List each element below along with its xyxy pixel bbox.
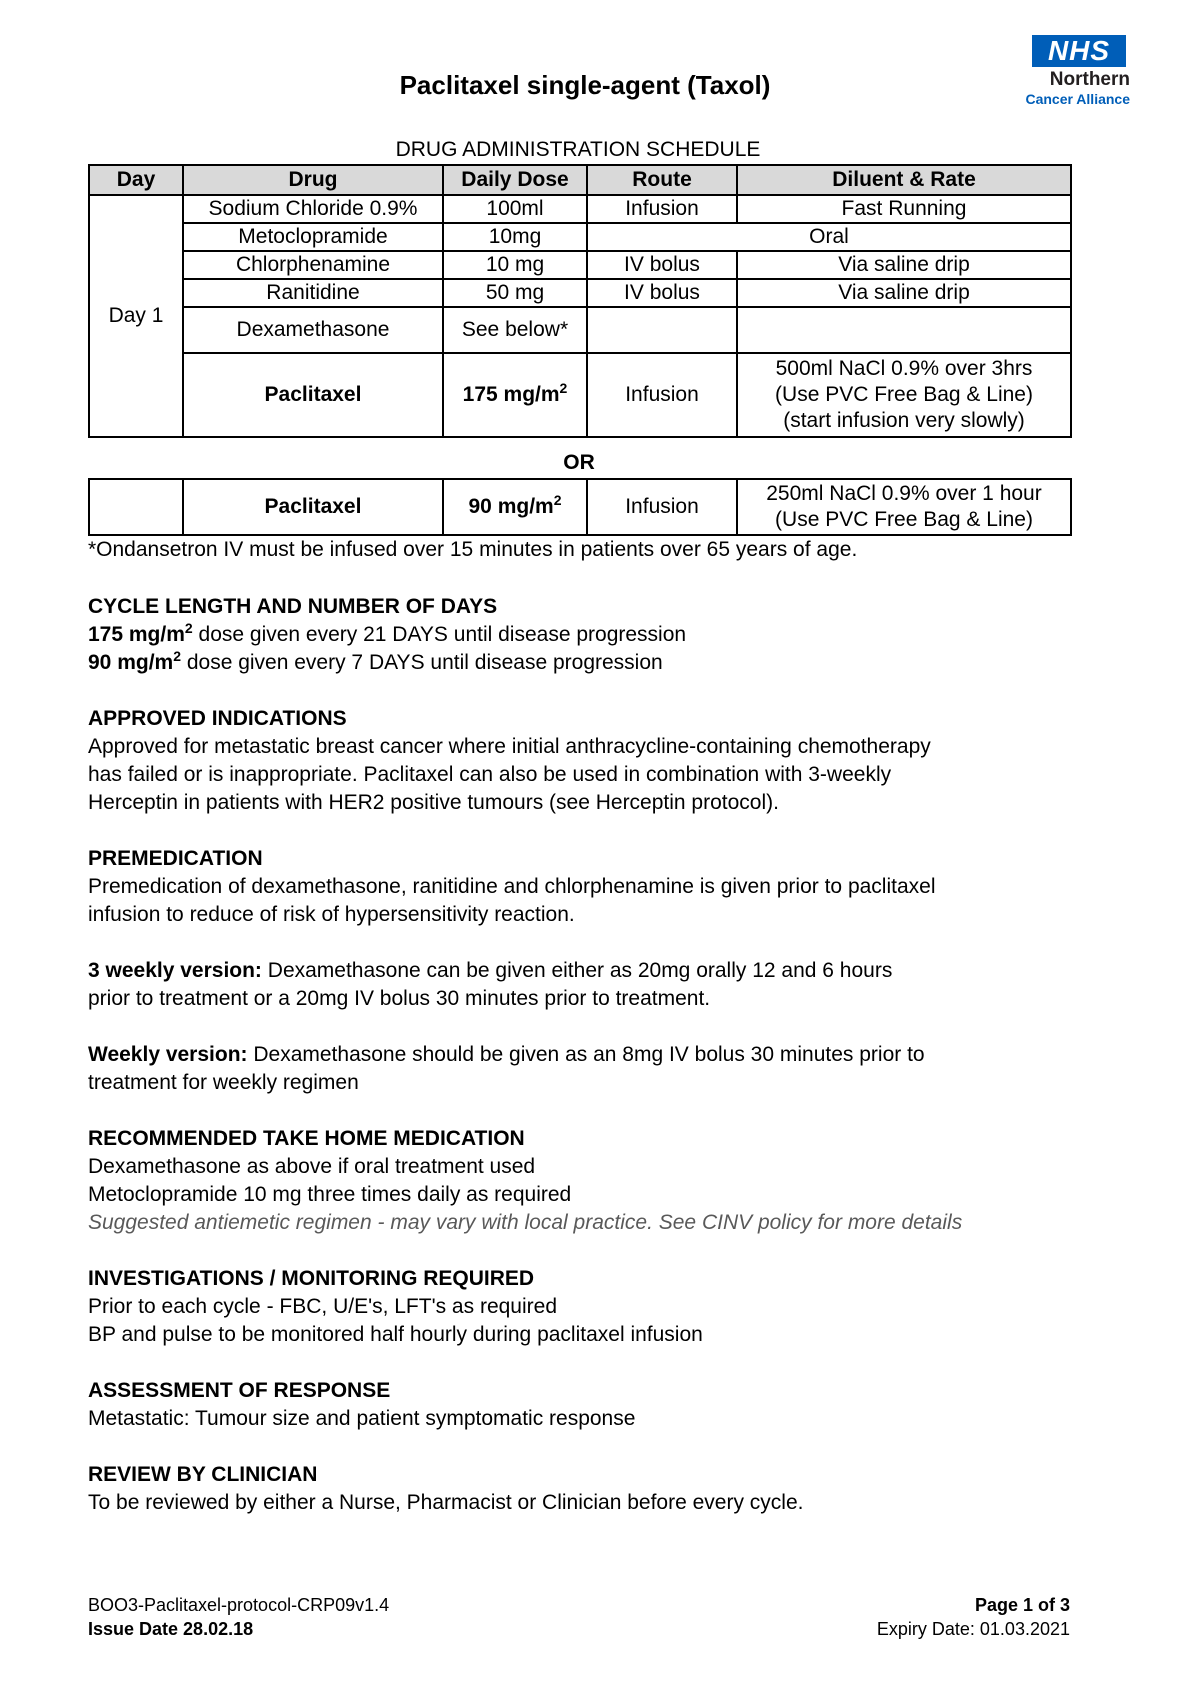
footer-row bbox=[88, 1617, 1070, 1641]
three-weekly-label: 3 weekly version: bbox=[88, 959, 262, 982]
dose-cell bbox=[443, 479, 587, 535]
text-line: treatment for weekly regimen bbox=[88, 1071, 359, 1094]
antiemetic-note: Suggested antiemetic regimen - may vary with local practice. See CINV policy for more details bbox=[88, 1211, 963, 1234]
section-heading: REVIEW BY CLINICIAN bbox=[88, 1463, 318, 1486]
drug-cell: Ranitidine bbox=[183, 279, 443, 307]
page-number: Page 1 of 3 bbox=[974, 1595, 1070, 1615]
drug-cell: Dexamethasone bbox=[183, 307, 443, 353]
text-line: Prior to each cycle - FBC, U/E's, LFT's as required bbox=[88, 1295, 557, 1318]
section-heading: APPROVED INDICATIONS bbox=[88, 707, 347, 730]
logo-line-cancer-alliance: Cancer Alliance bbox=[1025, 91, 1130, 107]
rate-line: (start infusion very slowly) bbox=[783, 409, 1025, 432]
issue-date: Issue Date 28.02.18 bbox=[88, 1619, 254, 1639]
drug-cell: Paclitaxel bbox=[183, 353, 443, 437]
dose-value: 175 mg/m bbox=[462, 383, 560, 406]
ondansetron-footnote: *Ondansetron IV must be infused over 15 minutes in patients over 65 years of age. bbox=[88, 538, 858, 561]
page-footer bbox=[88, 1593, 1070, 1641]
table-row bbox=[89, 479, 1071, 535]
section-heading: CYCLE LENGTH AND NUMBER OF DAYS bbox=[88, 595, 498, 618]
three-weekly-paragraph bbox=[88, 957, 1098, 1013]
rate-cell bbox=[737, 353, 1071, 437]
schedule-title: DRUG ADMINISTRATION SCHEDULE bbox=[395, 138, 761, 161]
section-approved-indications bbox=[88, 705, 1098, 817]
header-daily-dose: Daily Dose bbox=[443, 165, 587, 195]
dose-cell: 10 mg bbox=[443, 251, 587, 279]
cycle-line bbox=[88, 621, 1098, 649]
document-reference: BOO3-Paclitaxel-protocol-CRP09v1.4 bbox=[88, 1595, 390, 1615]
section-heading: INVESTIGATIONS / MONITORING REQUIRED bbox=[88, 1267, 535, 1290]
table-row bbox=[89, 307, 1071, 353]
table-row bbox=[89, 353, 1071, 437]
rate-line: 250ml NaCl 0.9% over 1 hour bbox=[766, 482, 1042, 505]
premedication-paragraph bbox=[88, 873, 1098, 929]
cycle-text: dose given every 21 DAYS until disease progression bbox=[192, 623, 687, 646]
expiry-date: Expiry Date: 01.03.2021 bbox=[876, 1619, 1070, 1639]
table-row bbox=[89, 223, 1071, 251]
route-cell: Infusion bbox=[587, 195, 737, 223]
section-premedication bbox=[88, 845, 1098, 1097]
drug-cell: Sodium Chloride 0.9% bbox=[183, 195, 443, 223]
section-review bbox=[88, 1461, 1098, 1517]
or-label: OR bbox=[563, 451, 595, 474]
cycle-line bbox=[88, 649, 1098, 677]
route-cell: IV bolus bbox=[587, 251, 737, 279]
rate-cell bbox=[737, 307, 1071, 353]
text-line bbox=[88, 1041, 1098, 1069]
rate-cell: Fast Running bbox=[737, 195, 1071, 223]
weekly-paragraph bbox=[88, 1041, 1098, 1097]
text-line: To be reviewed by either a Nurse, Pharmacist or Clinician before every cycle. bbox=[88, 1491, 804, 1514]
page-title: Paclitaxel single-agent (Taxol) bbox=[399, 70, 771, 100]
rate-cell: Via saline drip bbox=[737, 279, 1071, 307]
text-line: Dexamethasone as above if oral treatment used bbox=[88, 1155, 536, 1178]
header-diluent-rate: Diluent & Rate bbox=[737, 165, 1071, 195]
header-day: Day bbox=[89, 165, 183, 195]
text-line: Metoclopramide 10 mg three times daily as required bbox=[88, 1183, 572, 1206]
rate-line: (Use PVC Free Bag & Line) bbox=[775, 508, 1033, 531]
rate-cell: Via saline drip bbox=[737, 251, 1071, 279]
text-line: prior to treatment or a 20mg IV bolus 30 minutes prior to treatment. bbox=[88, 987, 711, 1010]
route-rate-cell: Oral bbox=[587, 223, 1071, 251]
header-route: Route bbox=[587, 165, 737, 195]
cycle-text: dose given every 7 DAYS until disease progression bbox=[181, 651, 663, 674]
text-line bbox=[88, 957, 1098, 985]
cycle-dose-superscript: 2 bbox=[184, 620, 193, 636]
section-cycle-length bbox=[88, 593, 1098, 677]
logo-line-northern: Northern bbox=[1049, 69, 1130, 90]
route-cell bbox=[587, 307, 737, 353]
schedule-table bbox=[88, 164, 1072, 438]
text-line: Approved for metastatic breast cancer where initial anthracycline-containing chemotherapy bbox=[88, 735, 931, 758]
drug-cell: Chlorphenamine bbox=[183, 251, 443, 279]
text-line: has failed or is inappropriate. Paclitaxel can also be used in combination with 3-weekly bbox=[88, 763, 892, 786]
dose-cell: 50 mg bbox=[443, 279, 587, 307]
dose-cell bbox=[443, 353, 587, 437]
text-line: Premedication of dexamethasone, ranitidine and chlorphenamine is given prior to paclitaxel bbox=[88, 875, 936, 898]
table-row bbox=[89, 195, 1071, 223]
day-cell: Day 1 bbox=[89, 195, 183, 437]
section-assessment bbox=[88, 1377, 1098, 1433]
cycle-dose: 90 mg/m bbox=[88, 651, 174, 674]
weekly-text: Dexamethasone should be given as an 8mg IV bolus 30 minutes prior to bbox=[247, 1043, 925, 1066]
dose-cell: 10mg bbox=[443, 223, 587, 251]
route-cell: Infusion bbox=[587, 479, 737, 535]
header-drug: Drug bbox=[183, 165, 443, 195]
dose-superscript: 2 bbox=[553, 492, 562, 508]
dose-cell: See below* bbox=[443, 307, 587, 353]
section-heading: RECOMMENDED TAKE HOME MEDICATION bbox=[88, 1127, 525, 1150]
rate-line: 500ml NaCl 0.9% over 3hrs bbox=[775, 357, 1033, 380]
section-investigations bbox=[88, 1265, 1098, 1349]
table-row bbox=[89, 279, 1071, 307]
nhs-logo bbox=[1000, 35, 1130, 107]
section-heading: PREMEDICATION bbox=[88, 847, 263, 870]
route-cell: Infusion bbox=[587, 353, 737, 437]
three-weekly-text: Dexamethasone can be given either as 20mg orally 12 and 6 hours bbox=[261, 959, 893, 982]
schedule-header-row bbox=[89, 165, 1071, 195]
footer-row bbox=[88, 1593, 1070, 1617]
dose-superscript: 2 bbox=[559, 380, 568, 396]
table-row bbox=[89, 251, 1071, 279]
text-line: infusion to reduce of risk of hypersensitivity reaction. bbox=[88, 903, 575, 926]
text-line: BP and pulse to be monitored half hourly during paclitaxel infusion bbox=[88, 1323, 703, 1346]
drug-cell: Metoclopramide bbox=[183, 223, 443, 251]
dose-cell: 100ml bbox=[443, 195, 587, 223]
rate-cell bbox=[737, 479, 1071, 535]
protocol-content bbox=[88, 593, 1098, 1545]
cycle-dose: 175 mg/m bbox=[88, 623, 185, 646]
cycle-dose-superscript: 2 bbox=[173, 648, 181, 664]
section-take-home-medication bbox=[88, 1125, 1098, 1237]
dose-value: 90 mg/m bbox=[468, 495, 554, 518]
route-cell: IV bolus bbox=[587, 279, 737, 307]
rate-line: (Use PVC Free Bag & Line) bbox=[775, 383, 1033, 406]
drug-cell: Paclitaxel bbox=[183, 479, 443, 535]
day-cell bbox=[89, 479, 183, 535]
text-line: Herceptin in patients with HER2 positive tumours (see Herceptin protocol). bbox=[88, 791, 779, 814]
nhs-logo-box: NHS bbox=[1032, 35, 1126, 67]
section-heading: ASSESSMENT OF RESPONSE bbox=[88, 1379, 391, 1402]
alternative-schedule-table bbox=[88, 478, 1072, 536]
weekly-label: Weekly version: bbox=[88, 1043, 248, 1066]
text-line: Metastatic: Tumour size and patient symptomatic response bbox=[88, 1407, 636, 1430]
